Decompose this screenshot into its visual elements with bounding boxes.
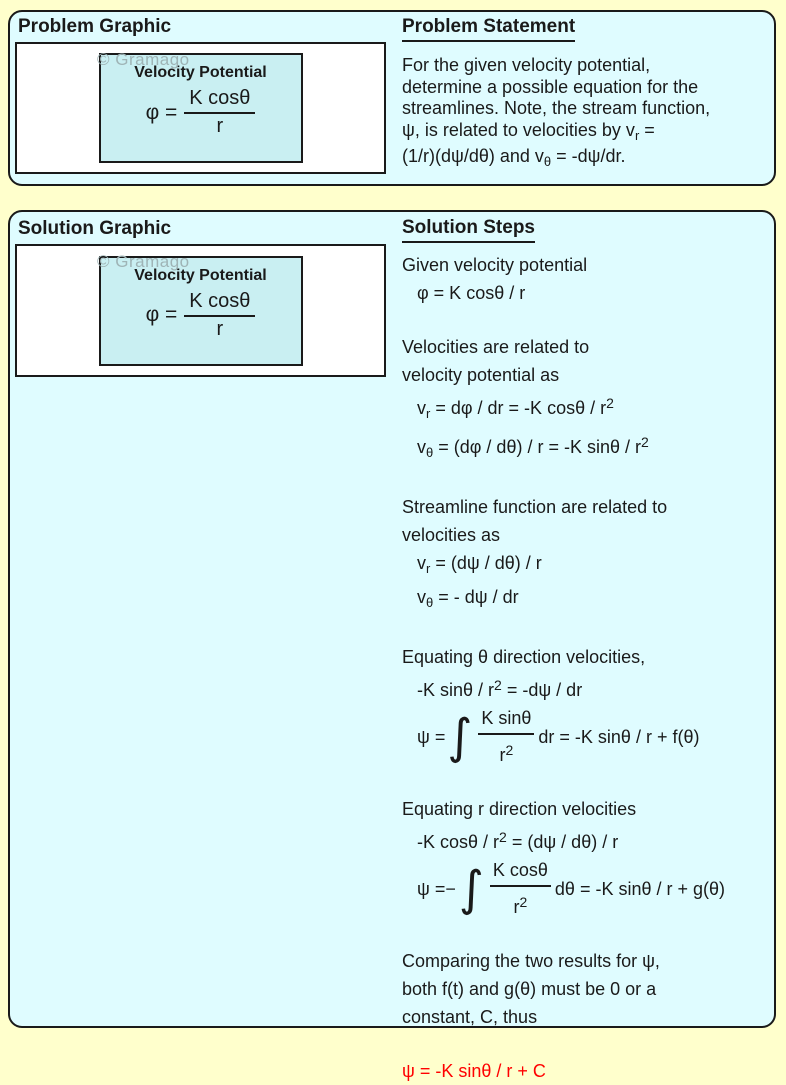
step-line: -K $\cos\theta / r^2 = (d\psi / d\theta) / r$ xyxy=(417,829,619,852)
step-line: For the given velocity potential, xyxy=(402,55,651,75)
superscript: 2 xyxy=(494,677,502,693)
velocity-potential-title: Velocity Potential xyxy=(134,266,267,284)
heading-text: Solution Steps xyxy=(402,217,535,243)
phi-symbol: φ = xyxy=(145,100,178,124)
step-line: -K $\sin\theta / r^2 = -d\psi$ / dr xyxy=(417,677,583,700)
minus-sign: − xyxy=(445,878,456,899)
fraction-numerator: K cosθ xyxy=(490,856,551,887)
subscript: θ xyxy=(426,445,434,460)
problem-statement-text xyxy=(402,55,772,173)
solution-block xyxy=(402,947,772,1031)
solution-block xyxy=(402,333,772,467)
step-line: (1/r)(dψ/dθ) and $v_\theta = -d\psi/dr$. xyxy=(402,146,626,169)
solution-block xyxy=(402,251,772,307)
fraction-numerator: K sinθ xyxy=(478,704,534,735)
step-line: constant, C, thus xyxy=(402,1007,538,1027)
solution-steps-body xyxy=(402,251,772,1085)
superscript: 2 xyxy=(499,829,507,845)
watermark: © Gramago xyxy=(97,50,190,69)
fraction-denominator: $r^2$ xyxy=(513,894,528,917)
step-line: both f(t) and g(θ) must be 0 or a xyxy=(402,979,657,999)
step-line: determine a possible equation for the xyxy=(402,76,699,97)
fraction xyxy=(184,87,255,138)
solution-block xyxy=(402,1057,772,1085)
velocity-potential-formula xyxy=(101,290,301,341)
fraction-denominator: r xyxy=(216,317,224,340)
integral-line: ψ = − ∫ $\frac{\text{K cosθ}}{r^2}$ dθ = -K sinθ / r + g(θ) xyxy=(402,856,772,921)
fraction xyxy=(490,856,551,921)
step-line: ψ, is related to velocities by $v_r$ = xyxy=(402,119,655,143)
problem-statement xyxy=(402,16,772,173)
fraction-numerator: K cosθ xyxy=(184,87,255,114)
step-line: $v_r = (d\psi / d\theta) / r$ xyxy=(417,553,542,576)
step-line: φ = K cosθ / r xyxy=(417,283,526,303)
subscript: θ xyxy=(543,154,552,169)
problem-statement-title xyxy=(402,16,772,42)
problem-panel xyxy=(8,10,776,186)
step-line: Equating r direction velocities xyxy=(402,799,637,819)
superscript: 2 xyxy=(606,395,614,411)
step-line: streamlines. Note, the stream function, xyxy=(402,98,711,118)
problem-graphic-title: Problem Graphic xyxy=(18,16,172,37)
integral-line: ψ = ∫ $\frac{\text{K sinθ}}{r^2}$ dr = -K sinθ / r + f(θ) xyxy=(402,704,772,769)
velocity-potential-title: Velocity Potential xyxy=(134,64,267,81)
final-answer-line: ψ = -K sinθ / r + C xyxy=(402,1061,546,1081)
superscript: 2 xyxy=(640,434,649,450)
subscript: r xyxy=(426,561,431,576)
step-line: Comparing the two results for ψ, xyxy=(402,951,660,971)
solution-block xyxy=(402,643,772,769)
fraction xyxy=(478,704,534,769)
solution-graphic-canvas xyxy=(15,244,386,377)
phi-symbol: φ = xyxy=(145,303,178,326)
solution-steps-title xyxy=(402,217,772,243)
step-line: $v_\theta$ = - dψ / dr xyxy=(417,587,519,610)
velocity-potential-box xyxy=(99,256,303,366)
superscript: 2 xyxy=(519,894,528,910)
step-line: Streamline function are related to xyxy=(402,497,668,517)
heading-text: Problem Statement xyxy=(402,16,575,42)
step-line: Given velocity potential xyxy=(402,255,588,275)
step-line: velocities as xyxy=(402,525,501,545)
velocity-potential-formula xyxy=(101,87,301,138)
step-line: $v_\theta = (d\varphi / d\theta) / r = -K$ sinθ / $r^2$ xyxy=(417,434,649,460)
step-line: $v_r = d\varphi$ / dr = -K cosθ / $r^2$ xyxy=(417,395,614,421)
fraction-denominator: r xyxy=(216,115,224,137)
solution-graphic-title: Solution Graphic xyxy=(18,218,172,239)
problem-graphic-canvas xyxy=(15,42,386,174)
fraction-numerator: K cosθ xyxy=(184,290,255,317)
subscript: r xyxy=(426,406,431,421)
step-line: Equating θ direction velocities, xyxy=(402,647,646,667)
subscript: θ xyxy=(426,595,434,610)
solution-block xyxy=(402,795,772,921)
subscript: r xyxy=(634,127,640,143)
solution-block xyxy=(402,493,772,617)
fraction-denominator: $r^2$ xyxy=(499,742,514,765)
step-line: velocity potential as xyxy=(402,365,560,385)
superscript: 2 xyxy=(505,742,514,758)
solution-panel xyxy=(8,210,776,1081)
solution-steps xyxy=(402,217,772,1085)
watermark: © Gramago xyxy=(97,252,190,271)
step-line: Velocities are related to xyxy=(402,337,590,357)
fraction xyxy=(184,290,255,341)
